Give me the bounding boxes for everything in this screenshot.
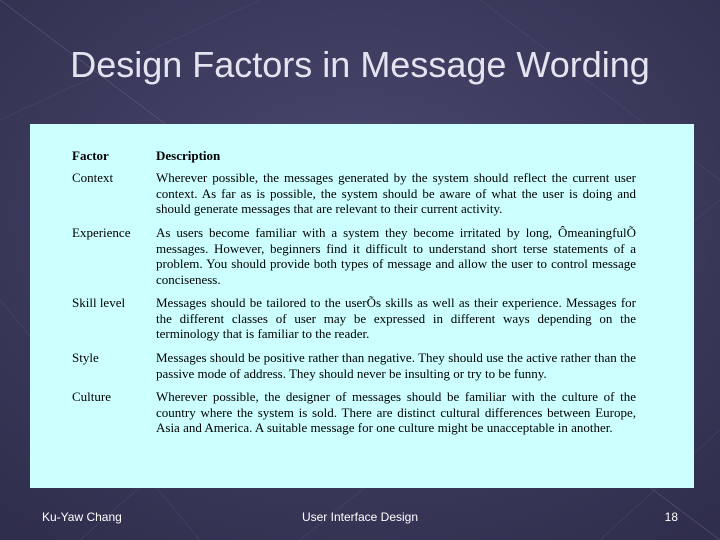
description-context: Wherever possible, the messages generated by the system should reflect the current user context. As far as is possible, the system should be aware of what the user is doing and should generate messages that are relevant to their current activity. bbox=[156, 170, 636, 216]
column-header-description: Description bbox=[156, 148, 221, 163]
factor-culture: Culture bbox=[72, 389, 111, 404]
description-culture: Wherever possible, the designer of messages should be familiar with the culture of the country where the system is sold. There are distinct cultural differences between Europe, Asia and America. A suitable message for one culture might be unacceptable in another. bbox=[156, 389, 636, 435]
content-panel bbox=[30, 124, 694, 488]
factor-context: Context bbox=[72, 170, 114, 185]
factor-experience: Experience bbox=[72, 225, 131, 240]
factor-style: Style bbox=[72, 350, 99, 365]
description-skill-level: Messages should be tailored to the userÕs skills as well as their experience. Messages for the different classes of user may be expressed in different ways depending on the terminology that is familiar to the reader. bbox=[156, 295, 636, 341]
description-style: Messages should be positive rather than negative. They should use the active rather than the passive mode of address. They should never be insulting or try to be funny. bbox=[156, 350, 636, 381]
column-header-factor: Factor bbox=[72, 148, 109, 163]
slide-title: Design Factors in Message Wording bbox=[70, 44, 650, 85]
footer-author: Ku-Yaw Chang bbox=[42, 510, 122, 524]
page-number: 18 bbox=[664, 510, 678, 524]
factor-skill-level: Skill level bbox=[72, 295, 126, 310]
footer-course: User Interface Design bbox=[301, 510, 419, 524]
description-experience: As users become familiar with a system they become irritated by long, ÔmeaningfulÕ messages. However, beginners find it difficult to understand short terse statements of a problem. You should provide both types of message and allow the user to control message conciseness. bbox=[156, 225, 636, 287]
